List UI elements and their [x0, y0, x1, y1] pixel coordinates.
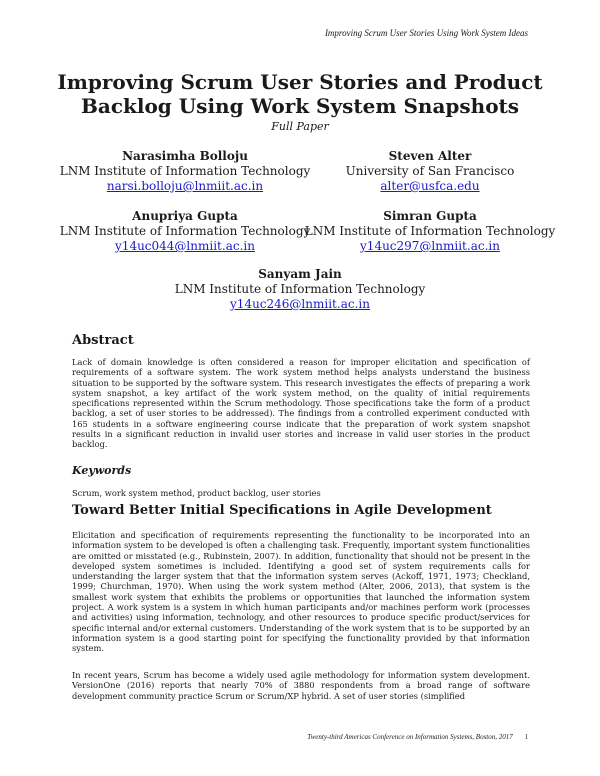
- author-block: [55, 209, 315, 254]
- author-block: [55, 149, 315, 194]
- author-email-link[interactable]: y14uc297@lnmiit.ac.in: [360, 239, 500, 253]
- author-name: Sanyam Jain: [258, 267, 342, 281]
- abstract-text: Lack of domain knowledge is often considered a reason for improper elicitation and specification of requirements of a software system. The work system method helps analysts understand the business situation to be supported by the software system. This research investigates the effects of preparing a work system snapshot, a key artifact of the work system method, on the quality of initial requirements specifications represented within the Scrum methodology. Those specifications take the form of a product backlog, a set of user stories to be addressed). The findings from a controlled experiment conducted with 165 students in a software engineering course indicate that the preparation of work system snapshot results in a significant reduction in invalid user stories and increase in valid user stories in the product backlog.: [72, 357, 530, 450]
- page-number: 1: [524, 733, 528, 741]
- title-line-2: Backlog Using Work System Snapshots: [80, 94, 520, 118]
- author-block: [170, 267, 430, 312]
- paper-title: [40, 70, 560, 118]
- author-affiliation: LNM Institute of Information Technology: [59, 224, 311, 238]
- paper-type: Full Paper: [271, 120, 329, 133]
- author-email-link[interactable]: alter@usfca.edu: [380, 179, 480, 193]
- section-heading: Toward Better Initial Specifications in Agile Development: [72, 503, 492, 518]
- author-block: [300, 209, 560, 254]
- author-email-link[interactable]: y14uc044@lnmiit.ac.in: [115, 239, 255, 253]
- author-affiliation: LNM Institute of Information Technology: [174, 282, 426, 296]
- author-block: [300, 149, 560, 194]
- author-name: Simran Gupta: [383, 209, 477, 223]
- author-affiliation: University of San Francisco: [345, 164, 515, 178]
- page-footer: [307, 733, 528, 741]
- author-email-link[interactable]: narsi.bolloju@lnmiit.ac.in: [106, 179, 264, 193]
- author-name: Anupriya Gupta: [132, 209, 238, 223]
- keywords-heading: Keywords: [72, 464, 132, 477]
- author-name: Steven Alter: [388, 149, 472, 163]
- conference-name: Twenty-third Americas Conference on Information Systems, Boston, 2017: [307, 733, 513, 741]
- author-email-link[interactable]: y14uc246@lnmiit.ac.in: [230, 297, 370, 311]
- abstract-heading: Abstract: [72, 333, 134, 348]
- author-affiliation: LNM Institute of Information Technology: [59, 164, 311, 178]
- body-paragraph: In recent years, Scrum has become a widely used agile methodology for information system development. VersionOne (2016) reports that nearly 70% of 3880 respondents from a broad range of software development community practice Scrum or Scrum/XP hybrid. A set of user stories (simplified: [72, 670, 530, 701]
- keywords-text: Scrum, work system method, product backlog, user stories: [72, 488, 321, 498]
- author-affiliation: LNM Institute of Information Technology: [304, 224, 556, 238]
- author-name: Narasimha Bolloju: [122, 149, 248, 163]
- running-head: Improving Scrum User Stories Using Work System Ideas: [324, 28, 528, 38]
- title-line-1: Improving Scrum User Stories and Product: [57, 70, 543, 94]
- body-paragraph: Elicitation and specification of requirements representing the functionality to be incorporated into an information system to be developed is often a challenging task. Frequently, important system functionalities are omitted or misstated (e.g., Rubinstein, 2007). In addition, functionality that should not be present in the developed system sometimes is included. Identifying a good set of system requirements calls for understanding the larger system that that the information system serves (Ackoff, 1971, 1973; Checkland, 1999; Churchman, 1970). When using the work system method (Alter, 2006, 2013), that system is the smallest work system that exhibits the problems or opportunities that launched the information system project. A work system is a system in which human participants and/or machines perform work (processes and activities) using information, technology, and other resources to produce specific product/services for specific internal and/or external customers. Understanding of the work system that is to be supported by an information system is a good starting point for specifying the functionality provided by that information system.: [72, 530, 530, 654]
